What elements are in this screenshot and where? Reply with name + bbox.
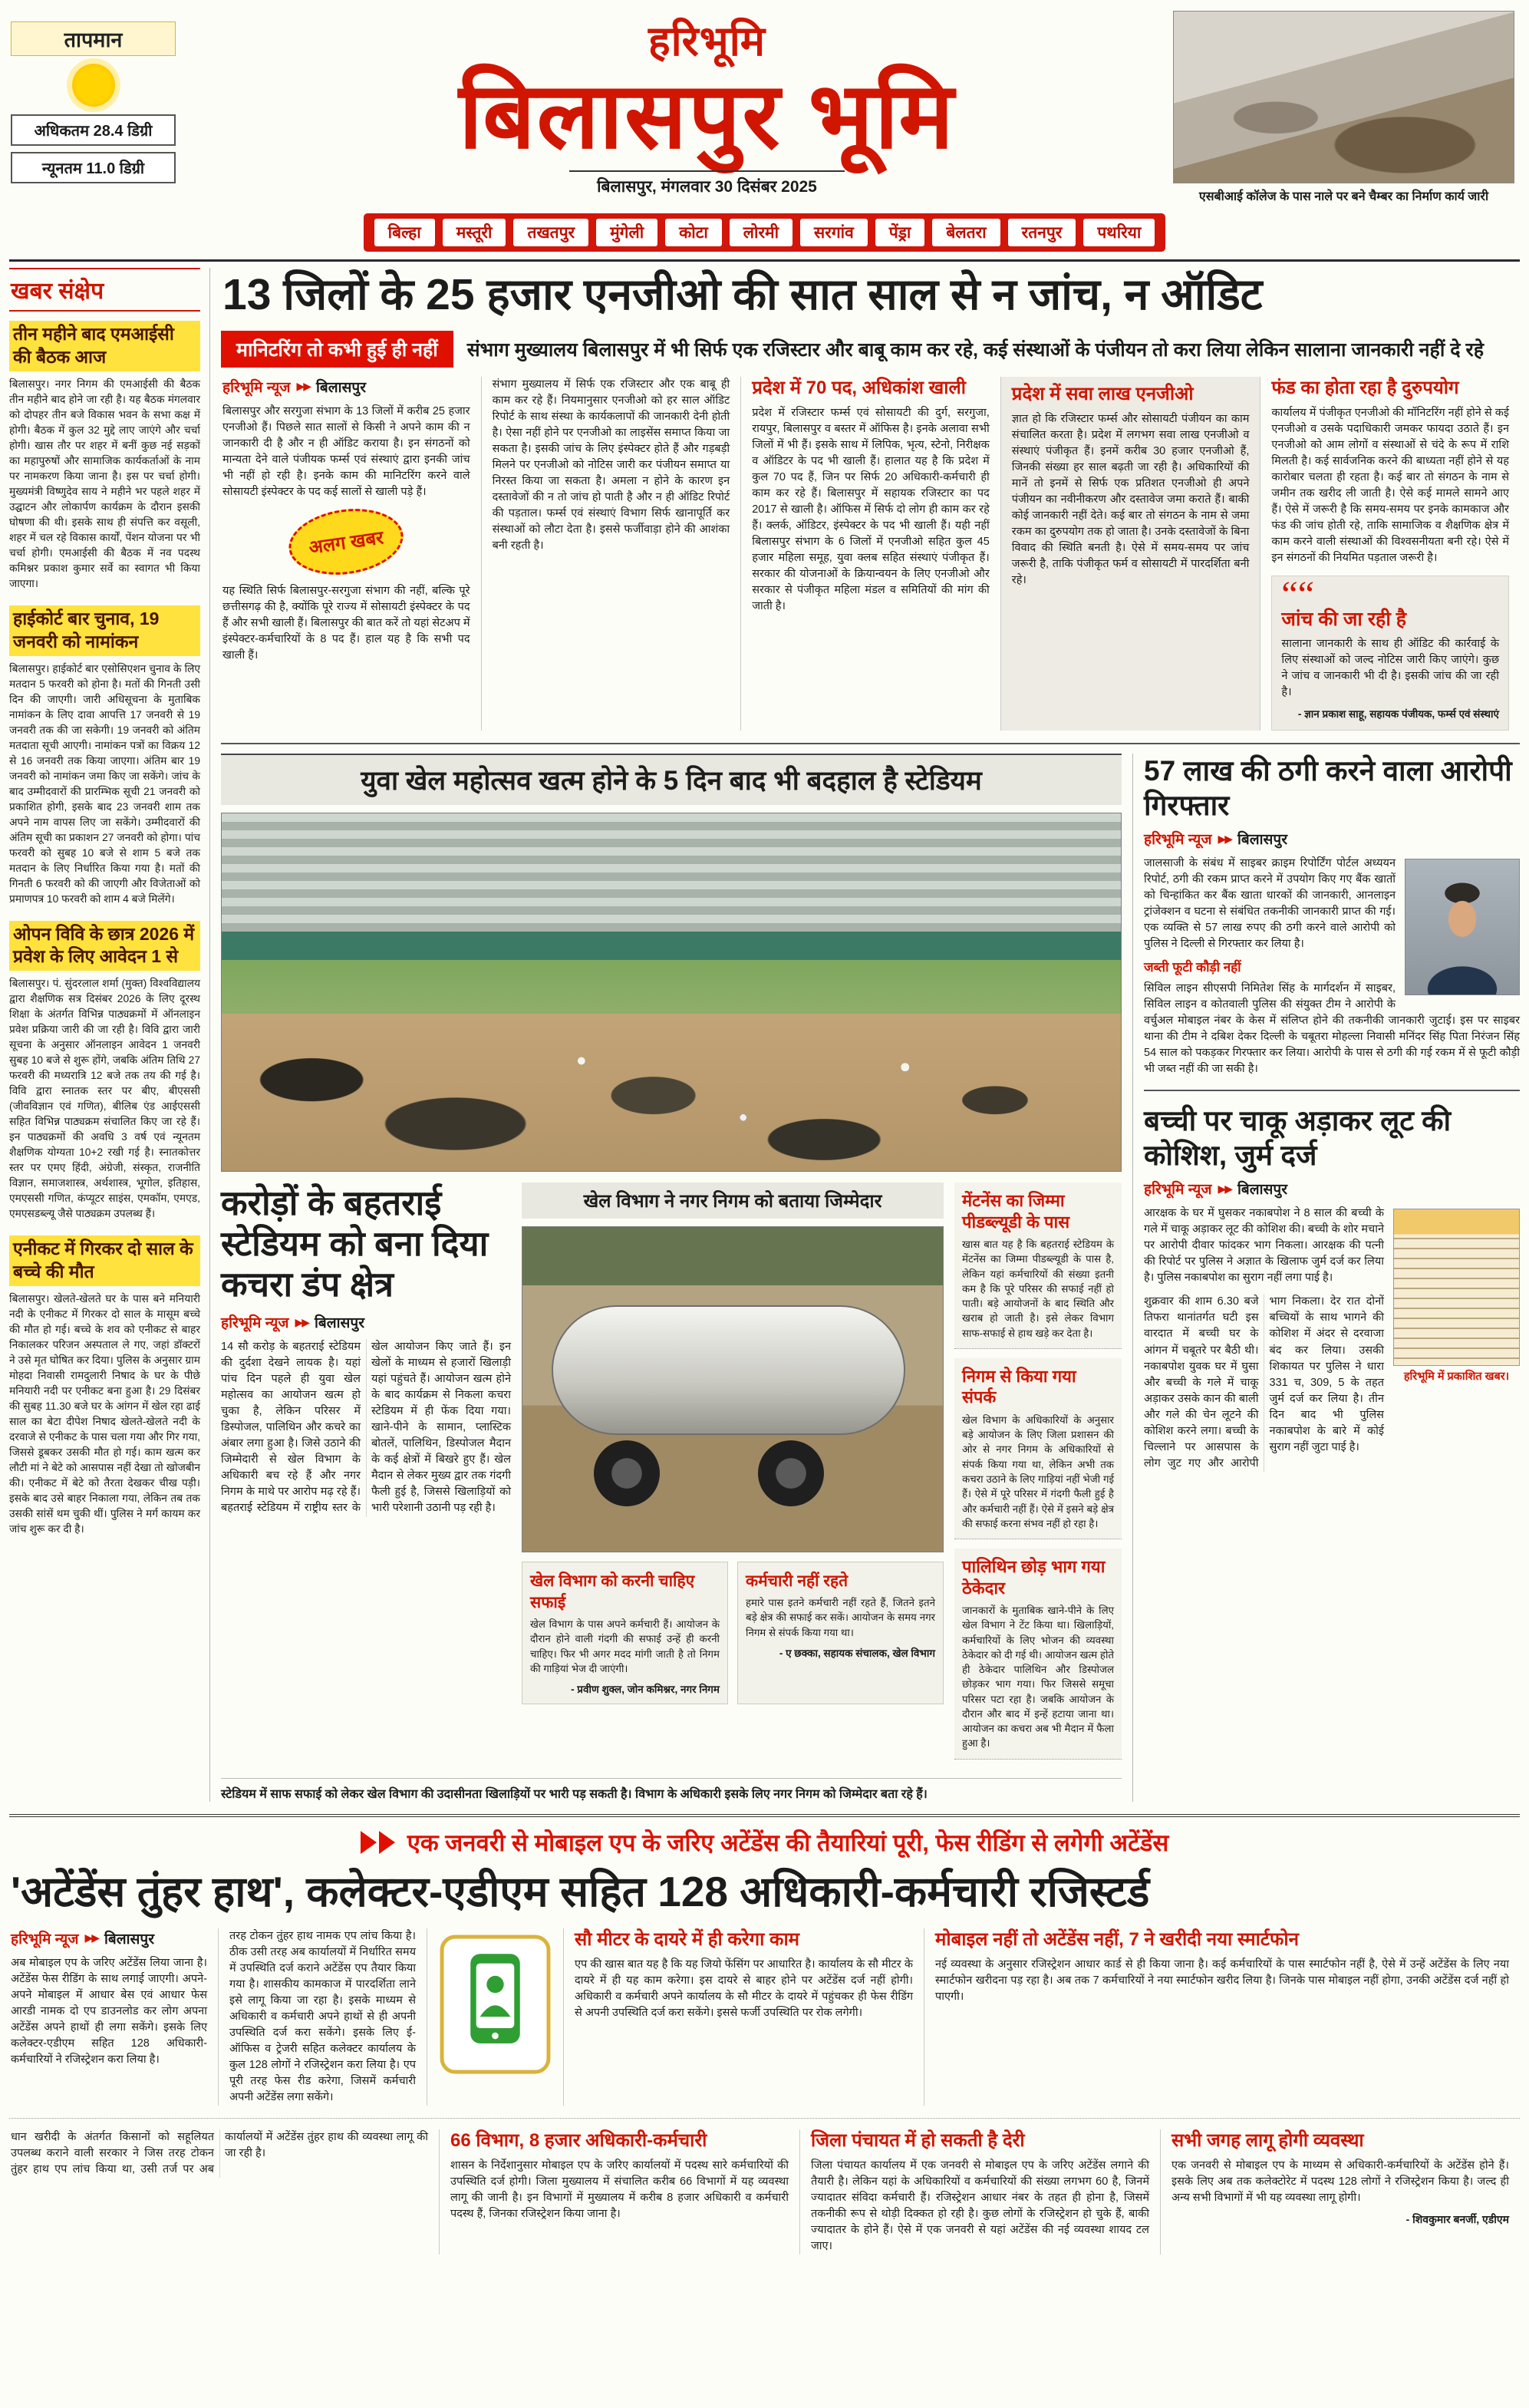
- attendance-app-icon: [438, 1933, 552, 2076]
- stadium-wall: [222, 932, 1121, 960]
- attendance-headline: 'अटेंडेंस तुंहर हाथ', कलेक्टर-एडीएम सहित 128 अधिकारी-कर्मचारी रजिस्टर्ड: [11, 1867, 1150, 1915]
- nav-item-takhatpur[interactable]: तखतपुर: [513, 219, 588, 246]
- briefs-sidebar: [9, 268, 210, 1802]
- attendance-sub1: [563, 1928, 924, 2106]
- column-subhead: फंड का होता रहा है दुरुपयोग: [1271, 377, 1459, 398]
- attendance-col-1: [9, 1928, 218, 2106]
- weather-box: [11, 21, 176, 183]
- stadium-subhead: खेल विभाग ने नगर निगम को बताया जिम्मेदार: [522, 1183, 944, 1219]
- nav-item-masturi[interactable]: मस्तूरी: [443, 219, 506, 246]
- stadium-sideboxes: [954, 1183, 1122, 1769]
- attendance-banner: [9, 1826, 1520, 1859]
- quote-body: सालाना जानकारी के साथ ही ऑडिट की कार्रवाई के लिए संस्थाओं को जल्द नोटिस जारी किए जाएंगे। कुछ ने जांच व जानकारी भी दी है। इसकी जांच की जा रही है।: [1281, 637, 1499, 699]
- top-photo-figure: [1173, 11, 1514, 204]
- attendance-row-2: [9, 2118, 1520, 2255]
- body-grid: [9, 259, 1520, 1802]
- construction-photo: [1173, 11, 1514, 183]
- quote-cards: [522, 1562, 944, 1704]
- quote-card: [737, 1562, 944, 1704]
- brief-body: बिलासपुर। हाईकोर्ट बार एसोसिएशन चुनाव के लिए मतदान 5 फरवरी को होना है। मतों की गिनती उसी दिन की जाएगी। जारी अधिसूचना के मुताबिक नामांकन के लिए दावा आपत्ति 17 जनवरी से 19 जनवरी तक की जा सकेगी। 19 जनवरी को अंतिम मतदाता सूची आएगी। नामांकन पत्रों का विक्रय 12 से 16 जनवरी तक किया जाएगा। अंतिम बार 19 जनवरी को नामांकन जमा किए जा सकेंगे। जांच के बाद उम्मीदवारों की प्रारम्भिक सूची 21 जनवरी को प्रकाशित होगी, इसके बाद 23 जनवरी शाम तक अपने नाम वापस लिए जा सकेंगे। उम्मीदवारों की अंतिम सूची का प्रकाशन 27 जनवरी को होगा। पांच फरवरी को सुबह 10 बजे से शाम 5 बजे तक मतदान के लिए निर्धारित किया गया है। मतों की गिनती 6 फरवरी को की जाएगी और विजेताओं को प्रमाणपत्र 10 फरवरी को शाम 4 बजे मिलेंगे।: [9, 662, 200, 905]
- lead-col-1: [221, 377, 481, 731]
- knife-body: शुक्रवार की शाम 6.30 बजे तिफरा थानांतर्गत घटी इस वारदात में बच्ची घर के आंगन में चबूतरे पर बैठी थी। नकाबपोश युवक घर में घुसा और बच्ची के गले में चाकू अड़ाकर उसके कान की बाली और गले की चेन लूटने की कोशिश करने लगा। बच्ची के चिल्लाने पर आसपास के लोग जुट गए और आरोपी भाग निकला। देर रात दोनों बच्चियों के साथ भागने की कोशिश में अंदर से दरवाजा बंद कर लिया। उसकी शिकायत पर पुलिस ने धारा 331 च, 309, 5 के तहत जुर्म दर्ज कर लिया है। तीन दिन बाद भी पुलिस नकाबपोश के बारे में कोई सुराग नहीं जुटा पाई है।: [1144, 1295, 1384, 1470]
- quote-body: हमारे पास इतने कर्मचारी नहीं रहते हैं, जितने इतने बड़े क्षेत्र की सफाई कर सकें। आयोजन के समय नगर निगम से संपर्क किया गया था।: [746, 1597, 935, 1638]
- sun-icon: [72, 64, 115, 107]
- alag-khabar-badge: अलग खबर: [285, 502, 407, 582]
- brief-body: बिलासपुर। पं. सुंदरलाल शर्मा (मुक्त) विश्वविद्यालय द्वारा शैक्षणिक सत्र दिसंबर 2026 के लिए दूरस्थ शिक्षा के अंतर्गत विभिन्न पाठ्यक्रमों में ऑनलाइन प्रवेश प्रक्रिया जारी की जा रही है। विवि द्वारा जारी सूचना के अनुसार ऑनलाइन आवेदन 1 जनवरी सुबह 10 बजे से शुरू होंगे, जबकि अंतिम तिथि 27 फरवरी की मध्यरात्रि 12 बजे तक तय की गई है। विवि द्वारा स्नातक स्तर पर बीए, बीएससी (जीवविज्ञान एवं गणित), बीलिब एंड आईएससी सहित विभिन्न पाठ्यक्रम संचालित किए जा रहे हैं। इन पाठ्यक्रमों की अवधि 3 वर्ष एवं न्यूनतम शैक्षणिक योग्यता 10+2 रखी गई है। स्नातकोत्तर स्तर पर एमए हिंदी, अंग्रेजी, संस्कृत, राजनीति विज्ञान, समाजशास्त्र, अर्थशास्त्र, भूगोल, इतिहास, एमएससी गणित, कंप्यूटर साइंस, एमकॉम, एमएड, एमएसडब्ल्यू जैसे पाठ्यक्रम उपलब्ध हैं।: [9, 978, 200, 1220]
- nav-item-pathariya[interactable]: पथरिया: [1083, 219, 1155, 246]
- side-box-title: पालिथिन छोड़ भाग गया ठेकेदार: [962, 1557, 1106, 1598]
- knife-body: आरक्षक के घर में घुसकर नकाबपोश ने 8 साल की बच्ची के गले में चाकू अड़ाकर लूट की कोशिश की। बच्ची के शोर मचाने पर आरोपी दीवार फांदकर भाग निकला। आरक्षक की पत्नी की रिपोर्ट पर पुलिस ने अज्ञात के खिलाफ जुर्म दर्ज कर लिया है। पुलिस नकाबपोश का सुराग नहीं लगा पाई है।: [1144, 1207, 1384, 1285]
- lead-deck: संभाग मुख्यालय बिलासपुर में भी सिर्फ एक रजिस्टार और बाबू काम कर रहे, कई संस्थाओं के पंजीयन तो करा लिया लेकिन सालाना जानकारी नहीं दे रहे: [466, 338, 1484, 361]
- kicker-badge: मानिटरिंग तो कभी हुई ही नहीं: [221, 331, 453, 368]
- fraud-story: [1144, 754, 1520, 1077]
- quote-attribution: - ए छक्का, सहायक संचालक, खेल विभाग: [779, 1647, 935, 1659]
- byline-agency: हरिभूमि न्यूज: [222, 379, 291, 396]
- dateline: बिलासपुर, मंगलवार 30 दिसंबर 2025: [569, 170, 845, 197]
- quote-box: [1271, 573, 1509, 731]
- attendance-sub2: [924, 1928, 1520, 2106]
- byline: [1144, 1179, 1520, 1199]
- clipping-figure: [1393, 1209, 1520, 1385]
- stadium-middle-column: [522, 1183, 944, 1769]
- lead-col-4: [1000, 377, 1260, 731]
- quote-attribution: - ज्ञान प्रकाश साहू, सहायक पंजीयक, फर्म्स एवं संस्थाएं: [1297, 708, 1499, 721]
- fraud-headline: 57 लाख की ठगी करने वाला आरोपी गिरफ्तार: [1144, 755, 1512, 822]
- attendance-body: नई व्यवस्था के अनुसार रजिस्ट्रेशन आधार कार्ड से ही किया जाना है। कई कर्मचारियों के पास स्मार्टफोन नहीं है, ऐसे में उन्हें अटेंडेंस के लिए नया स्मार्टफोन खरीदना पड़ रहा है। अब तक 7 कर्मचारियों ने नया स्मार्टफोन खरीद लिया है। जिनके पास मोबाइल नहीं होगा, उनकी अटेंडेंस दर्ज नहीं हो पाएगी।: [935, 1958, 1509, 2003]
- brief-headline: तीन महीने बाद एमआईसी की बैठक आज: [9, 321, 200, 371]
- side-box: [954, 1183, 1122, 1349]
- side-box-title: निगम से किया गया संपर्क: [962, 1366, 1076, 1407]
- byline-agency: हरिभूमि न्यूज: [1144, 1182, 1212, 1199]
- side-box: [954, 1549, 1122, 1760]
- brief-item: [9, 605, 200, 907]
- fraud-body: सिविल लाइन सीएसपी निमितेश सिंह के मार्गदर्शन में साइबर, सिविल लाइन व कोतवाली पुलिस की संयुक्त टीम ने आरोपी के वर्चुअल मोबाइल नंबर के केस में संलिप्त होने की तकनीकी जानकारी जुटाई। इस पर साइबर थाना की टीम ने दबिश देकर दिल्ली के चबूतरा मोहल्ला निवासी मनिंदर सिंह पिता निरंजन सिंह 54 साल को पकड़कर गिरफ्तार कर लिया। आरोपी के पास से ठगी की गई रकम में से फूटी कौड़ी भी जब्त नहीं की जा सकी है।: [1144, 982, 1520, 1076]
- column-subhead: सौ मीटर के दायरे में ही करेगा काम: [575, 1928, 800, 1950]
- attendance-banner-text: एक जनवरी से मोबाइल एप के जरिए अटेंडेंस की तैयारियां पूरी, फेस रीडिंग से लगेगी अटेंडेंस: [407, 1829, 1169, 1856]
- attendance-body: एप की खास बात यह है कि यह जियो फेंसिंग पर आधारित है। कार्यालय के सौ मीटर के दायरे में ही यह काम करेगा। इस दायरे से बाहर होने पर अटेंडेंस दर्ज नहीं होगी। अधिकारी व कर्मचारी अपने कार्यालय के सौ मीटर के दायरे में पहुंचकर ही फेस रीडिंग से अपनी उपस्थिति दर्ज करा सकेंगे। इससे फर्जी उपस्थिति पर रोक लगेगी।: [575, 1958, 913, 2019]
- stadium-left-column: [221, 1183, 511, 1769]
- lead-col-3: [740, 377, 1000, 731]
- tanker-body: [552, 1305, 905, 1435]
- lead-body: ज्ञात हो कि रजिस्टार फर्म्स और सोसायटी पंजीयन का काम संचालित करता है। प्रदेश में लगभग सवा लाख एनजीओ व संस्थाएं पंजीकृत हैं। इनमें करीब 30 हजार एनजीओ हैं, जिनकी संख्या हर साल बढ़ती जा रही है। अधिकारियों की मानें तो इनमें से सिर्फ एक प्रतिशत एनजीओ ही अपने पंजीयन का नवीनीकरण और दस्तावेज जमा कराते हैं। बाकी कोई जानकारी नहीं देते। कई बार तो संगठन के नाम से जमा रकम का दुरुपयोग तक हो जाता है। उनके दस्तावेजों के बिना विवाद की स्थिति बनती है। ऐसे में समय-समय पर जांच जरूरी है, ताकि पंजीकृत फर्म व सोसायटी में पारदर्शिता बनी रहे।: [1011, 412, 1250, 586]
- column-subhead: मोबाइल नहीं तो अटेंडेंस नहीं, 7 ने खरीदी नया स्मार्टफोन: [935, 1928, 1299, 1950]
- newspaper-clipping-photo: [1393, 1209, 1520, 1366]
- brief-item: [9, 321, 200, 592]
- stadium-headline: करोड़ों के बहतराई स्टेडियम को बना दिया कचरा डंप क्षेत्र: [221, 1183, 489, 1305]
- tanker-wheel: [758, 1440, 824, 1506]
- lead-headline: 13 जिलों के 25 हजार एनजीओ की सात साल से न जांच, न ऑडिट: [222, 270, 1263, 319]
- tanker-photo: [522, 1226, 944, 1552]
- brand-title: बिलासपुर भूमि: [459, 64, 955, 167]
- masthead: [9, 6, 1520, 207]
- byline-city: बिलासपुर: [315, 379, 366, 396]
- column-subhead: प्रदेश में सवा लाख एनजीओ: [1011, 383, 1194, 404]
- stadium-garbage-ground: [222, 1014, 1121, 1171]
- nav-item-bilha[interactable]: बिल्हा: [374, 219, 435, 246]
- nav-item-lormi[interactable]: लोरमी: [730, 219, 793, 246]
- attendance-body: शासन के निर्देशानुसार मोबाइल एप के जरिए कार्यालयों में पदस्थ सारे कर्मचारियों की उपस्थिति दर्ज होगी। जिला मुख्यालय में संचालित करीब 66 विभागों में यह व्यवस्था लागू की जानी है। इन विभागों में मुख्यालय में करीब 8 हजार अधिकारी व कर्मचारी पदस्थ हैं, जिनका रजिस्ट्रेशन किया जाना है।: [450, 2159, 789, 2221]
- stadium-story: [221, 754, 1122, 1802]
- quote-icon: ““: [1281, 573, 1314, 615]
- nav-item-ratanpur[interactable]: रतनपुर: [1008, 219, 1076, 246]
- nav-item-sargaon[interactable]: सरगांव: [800, 219, 868, 246]
- brief-headline: ओपन विवि के छात्र 2026 में प्रवेश के लिए आवेदन 1 से: [9, 921, 200, 971]
- quote-attribution: - प्रवीण शुक्ल, जोन कमिश्नर, नगर निगम: [571, 1684, 720, 1696]
- brand-block: [253, 11, 1161, 197]
- lead-col-5: [1260, 377, 1520, 731]
- quote-title: कर्मचारी नहीं रहते: [746, 1572, 849, 1591]
- lead-body: कार्यालय में पंजीकृत एनजीओ की मॉनिटरिंग नहीं होने से कई एनजीओ व उसके पदाधिकारी जमकर फायदा उठाते हैं। इन एनजीओ को आम लोगों व संस्थाओं से चंदे के रूप में राशि मिलती है। कई सार्वजनिक करने की बाध्यता नहीं होने से यह कारोबार चलता ही रहता है। कई बार तो संगठन के नाम से जमीन तक खरीद ली जाती है। ऐसे कई मामले सामने आए हैं। ऐसे में जरूरी है कि समय-समय पर इनके कामकाज और फंड की जांच होती रहे, ताकि सामाजिक व शैक्षणिक क्षेत्र में काम करने वाली संस्थाओं की विश्वसनीयता बनी रहे। ऐसे में इन संगठनों की नियमित पड़ताल जरूरी है।: [1271, 406, 1509, 564]
- quote-body: खेल विभाग के पास अपने कर्मचारी हैं। आयोजन के दौरान होने वाली गंदगी की सफाई उन्हें ही करनी चाहिए। फिर भी अगर मदद मांगी जाती है तो निगम की गाड़ियां भेज दी जाएंगी।: [530, 1618, 720, 1674]
- byline-city: बिलासपुर: [104, 1931, 154, 1948]
- byline: [1144, 829, 1520, 849]
- knife-story: [1144, 1103, 1520, 1472]
- attendance-body: एक जनवरी से मोबाइल एप के माध्यम से अधिकारी-कर्मचारियों के अटेंडेंस होने हैं। इसके लिए अब तक कलेक्टोरेट में पदस्थ 128 लोगों ने रजिस्ट्रेशन किया है। जल्द ही अन्य सभी विभागों में भी यह व्यवस्था लागू होगी।: [1171, 2159, 1509, 2205]
- clipping-caption: हरिभूमि में प्रकाशित खबर।: [1403, 1371, 1510, 1384]
- stadium-note: स्टेडियम में साफ सफाई को लेकर खेल विभाग की उदासीनता खिलाड़ियों पर भारी पड़ सकती है। विभाग के अधिकारी इसके लिए नगर निगम को जिम्मेदार बता रहे हैं।: [221, 1778, 1122, 1802]
- weather-min: न्यूनतम 11.0 डिग्री: [11, 152, 176, 183]
- attendance-sub3: [439, 2129, 799, 2255]
- byline-arrows-icon: ▶▶: [295, 1315, 308, 1328]
- main-well: [221, 268, 1520, 1802]
- attendance-body: अब मोबाइल एप के जरिए अटेंडेंस लिया जाना है। अटेंडेंस फेस रीडिंग के साथ लगाई जाएगी। अपने-अपने मोबाइल में आधार बेस एवं आधार फेस आरडी नामक दो एप डाउनलोड कर लोग अपना अटेंडेंस अपने हाथों ही लगा सकेंगे। इसके लिए कलेक्टर-एडीएम सहित 128 अधिकारी-कर्मचारियों ने रजिस्ट्रेशन करा लिया है।: [11, 1956, 207, 2067]
- byline-arrows-icon: ▶▶: [296, 380, 310, 393]
- district-nav: [364, 213, 1166, 252]
- side-box: [954, 1358, 1122, 1539]
- byline: [222, 377, 470, 397]
- column-subhead: 66 विभाग, 8 हजार अधिकारी-कर्मचारी: [450, 2130, 707, 2152]
- right-rail: [1132, 754, 1520, 1802]
- lead-col-2: [481, 377, 741, 731]
- byline-arrows-icon: ▶▶: [84, 1931, 98, 1945]
- suspect-photo: [1405, 859, 1520, 995]
- byline-agency: हरिभूमि न्यूज: [11, 1931, 79, 1948]
- fraud-sublabel: जब्ती फूटी कौड़ी नहीं: [1144, 960, 1241, 975]
- byline-agency: हरिभूमि न्यूज: [221, 1315, 289, 1332]
- brief-headline: एनीकट में गिरकर दो साल के बच्चे की मौत: [9, 1235, 200, 1286]
- stadium-strip-headline: युवा खेल महोत्सव खत्म होने के 5 दिन बाद भी बदहाल है स्टेडियम: [221, 754, 1122, 805]
- attendance-col-continuation: [9, 2129, 439, 2255]
- quote-title: खेल विभाग को करनी चाहिए सफाई: [530, 1572, 695, 1612]
- brief-headline: हाईकोर्ट बार चुनाव, 19 जनवरी को नामांकन: [9, 605, 200, 656]
- attendance-body: जिला पंचायत कार्यालय में एक जनवरी से मोबाइल एप के जरिए अटेंडेंस लगाने की तैयारी है। लेकिन यहां के अधिकारियों व कर्मचारियों की संख्या लगभग 60 है, जिनमें ज्यादातर संविदा कर्मचारी हैं। रजिस्ट्रेशन आधार नंबर के तहत ही होना है, जिसमें तकनीकी रूप से थोड़ी दिक्कत हो रही है। कुछ लोगों के रजिस्ट्रेशन हो चुके हैं, बाकी ज्यादातर के होने हैं। ऐसे में एक जनवरी से यहां अटेंडेंस की नई व्यवस्था शायद टल जाए।: [811, 2159, 1149, 2253]
- byline: [221, 1312, 511, 1332]
- lead-story: [221, 268, 1520, 744]
- brand-logo: हरिभूमि: [648, 18, 766, 64]
- attendance-row-1: [9, 1928, 1520, 2106]
- weather-title: तापमान: [11, 21, 176, 56]
- brief-item: [9, 921, 200, 1222]
- attendance-sub4: [799, 2129, 1160, 2255]
- brief-item: [9, 1235, 200, 1537]
- stadium-grid: [221, 1183, 1122, 1769]
- lead-body: बिलासपुर और सरगुजा संभाग के 13 जिलों में करीब 25 हजार एनजीओ हैं। पिछले सात सालों से किसी ने अपने काम की न जानकारी दी है और न ही ऑडिट कराया है। इन संगठनों को मान्यता देने वाले पंजीयक फर्म्स एवं संस्थाएं द्वारा इनकी जांच भी नहीं हो रही है। इनके काम की मानिटरिंग करने वाले सोसायटी इंस्पेक्टर के पद कई सालों से खाली पड़े हैं।: [222, 404, 470, 498]
- side-box-body: जानकारों के मुताबिक खाने-पीने के लिए खेल विभाग ने टेंट किया था। खिलाड़ियों, कर्मचारियों के लिए भोजन की व्यवस्था ठेकेदार को दी गई थी। आयोजन खत्म होते ही ठेकेदार पालिथिन और डिस्पोजल छोड़कर भाग गया। फिर जिससे समूचा परिसर पटा रहा है। जबकि आयोजन के दौरान और बाद में इन्हें हटाया जाना था। आयोजन का कचरा अब भी मैदान में फैला हुआ है।: [962, 1605, 1114, 1750]
- lead-body: यह स्थिति सिर्फ बिलासपुर-सरगुजा संभाग की नहीं, बल्कि पूरे छत्तीसगढ़ की है, क्योंकि पूरे राज्य में सोसायटी इंस्पेक्टर के पद हैं और सभी खाली हैं। बिलासपुर की बात करें तो यहां सेटअप में इंस्पेक्टर-कर्मचारियों के 8 पद हैं। हाल यह है कि सभी पद खाली हैं।: [222, 584, 470, 661]
- lead-kicker-row: [221, 331, 1520, 368]
- attendance-sub5: [1160, 2129, 1520, 2255]
- stadium-garbage-photo: [221, 813, 1122, 1172]
- byline-arrows-icon: ▶▶: [1218, 832, 1231, 845]
- column-subhead: जिला पंचायत में हो सकती है देरी: [811, 2130, 1025, 2152]
- byline-city: बिलासपुर: [1237, 1182, 1287, 1199]
- weather-max: अधिकतम 28.4 डिग्री: [11, 114, 176, 146]
- attendance-story: [9, 1814, 1520, 2255]
- lead-columns: [221, 377, 1520, 744]
- nav-item-pendra[interactable]: पेंड्रा: [875, 219, 925, 246]
- attendance-col-2: [218, 1928, 427, 2106]
- attribution: - शिवकुमार बनर्जी, एडीएम: [1405, 2213, 1509, 2226]
- side-box-body: खेल विभाग के अधिकारियों के अनुसार बड़े आयोजन के लिए जिला प्रशासन की ओर से नगर निगम के अधिकारियों से संपर्क किया गया था, लेकिन अभी तक कचरा उठाने के लिए गाड़ियां नहीं भेजी गई हैं। ऐसे में पूरे परिसर में गंदगी फैली हुई है और कर्मचारी नहीं हैं। ऐसे में इसने बड़े क्षेत्र की सफाई करना संभव नहीं हो रहा है।: [962, 1413, 1114, 1529]
- attendance-app-figure: [427, 1928, 563, 2106]
- stadium-body: 14 सौ करोड़ के बहतराई स्टेडियम की दुर्दशा देखने लायक है। यहां पांच दिन पहले ही युवा खेल महोत्सव का आयोजन खत्म हो चुका है, लेकिन परिसर में डिस्पोजल, पालिथिन और कचरे का अंबार लगा हुआ है। जिसे उठाने की जिम्मेदारी से खेल विभाग के अधिकारी बच रहे हैं और नगर निगम के माथे पर आरोप मढ़ रहे हैं। बहतराई स्टेडियम में राष्ट्रीय स्तर के खेल आयोजन किए जाते हैं। इन खेलों के माध्यम से हजारों खिलाड़ी यहां पहुंचते हैं। आयोजन खत्म होने के बाद कार्यक्रम से निकला कचरा स्टेडियम में ही फेंक दिया गया। खाने-पीने के सामान, प्लास्टिक बोतलें, पालिथिन, डिस्पोजल मैदान के कई क्षेत्रों में बिखरे हुए हैं। खेल मैदान से लेकर मुख्य द्वार तक गंदगी फैली हुई है, जिससे खिलाड़ियों को भारी परेशानी उठानी पड़ रही है।: [221, 1341, 511, 1515]
- column-subhead: प्रदेश में 70 पद, अधिकांश खाली: [752, 377, 966, 398]
- nav-item-kota[interactable]: कोटा: [665, 219, 722, 246]
- side-box-title: मेंटनेंस का जिम्मा पीडब्ल्यूडी के पास: [962, 1191, 1070, 1232]
- byline: [11, 1928, 207, 1948]
- suspect-photo-figure: [1405, 859, 1520, 995]
- quote-card: [522, 1562, 728, 1704]
- brief-body: बिलासपुर। नगर निगम की एमआईसी की बैठक तीन महीने बाद होने जा रही है। यह बैठक मंगलवार को दोपहर तीन बजे विकास भवन के सभा कक्ष में होगी। बैठक में कुल 32 मुद्दे लाए जाएंगे और चर्चा होगी। खास तौर पर शहर में बनीं कुछ नई सड़कों का महापुरुषों और सामाजिक कार्यकर्ताओं के नाम पर नामकरण किया जाना है। इस पर चर्चा होगी। मुख्यमंत्री विष्णुदेव साय ने महीने भर पहले शहर में उद्घाटन और लोकार्पण कार्यक्रम के दौरान इसकी घोषणा की थी। इसके साथ ही संपत्ति कर वसूली, शहर में चल रहे विकास कार्यों, पेंशन योजना पर भी चर्चा होगी। एमआईसी की बैठक में नव पदस्थ कमिश्नर प्रकाश कुमार सर्वे का स्वागत भी किया जाएगा।: [9, 378, 200, 589]
- byline-city: बिलासपुर: [314, 1315, 364, 1332]
- byline-city: बिलासपुर: [1237, 832, 1287, 849]
- stadium-grass: [222, 960, 1121, 1014]
- byline-agency: हरिभूमि न्यूज: [1144, 832, 1212, 849]
- knife-headline: बच्ची पर चाकू अड़ाकर लूट की कोशिश, जुर्म दर्ज: [1144, 1105, 1452, 1172]
- story-divider: [1144, 1090, 1520, 1091]
- stadium-stands: [222, 813, 1121, 932]
- briefs-section-title: खबर संक्षेप: [9, 268, 200, 312]
- brief-body: बिलासपुर। खेलते-खेलते घर के पास बने मनियारी नदी के एनीकट में गिरकर दो साल के मासूम बच्चे की मौत हो गई। बच्चे के शव को एनीकट से बाहर निकालकर परिजन अस्पताल ले गए, जहां डॉक्टरों ने उसे मृत घोषित कर दिया। पुलिस के अनुसार ग्राम मोहदा निवासी रामदुलारी निषाद के घर के पीछे मनियारी नदी पर एनीकट बना हुआ है। 29 दिसंबर की सुबह 11.30 बजे घर के आंगन में खेल रहा ढाई साल का बेटा दीपेश निषाद खेलते-खेलते नदी के दरवाजे से एनीकट के पास चला गया और गिर गया, जिससे डूबकर उसकी मौत हो गई। काम खत्म कर लौटी मां ने बेटे को आसपास नहीं देखा तो खोजबीन की। एनीकट में बेटे को तैरता देखकर चीख पड़ी। इसके बाद उसे बाहर निकाला गया, लेकिन तब तक उसकी सांसें थम चुकी थीं। पुलिस ने मर्ग कायम कर जांच शुरू कर दी है।: [9, 1293, 200, 1536]
- nav-item-beltara[interactable]: बेलतरा: [932, 219, 1000, 246]
- column-subhead: सभी जगह लागू होगी व्यवस्था: [1171, 2130, 1364, 2152]
- quote-title: जांच की जा रही है: [1281, 608, 1407, 630]
- middle-zone: [221, 754, 1520, 1802]
- lead-body: संभाग मुख्यालय में सिर्फ एक रजिस्टार और एक बाबू ही काम कर रहे हैं। नियमानुसार एनजीओ को हर साल ऑडिट रिपोर्ट के साथ संस्था के कार्यकलापों की जानकारी देनी होती है। ऐसा नहीं होने पर एनजीओ का लाइसेंस समाप्त किया जा सकता है। इसकी जांच के लिए इंस्पेक्टर होते हैं और गड़बड़ी मिलने पर एनजीओ को नोटिस जारी कर पंजीयन समाप्त या निरस्त किया जा सकता है। अमला न होने के कारण इन दस्तावेजों की न तो जांच हो पाती है और न ही ऑडिट रिपोर्ट की पड़ताल। फर्म्स एवं संस्थाएं विभाग सिर्फ खानापूर्ति कर संस्थाओं को लौटा देता है। इससे फर्जीवाड़ा होने की आशंका बनी रहती है।: [492, 378, 730, 552]
- byline-arrows-icon: ▶▶: [1218, 1182, 1231, 1195]
- lead-body: प्रदेश में रजिस्टार फर्म्स एवं सोसायटी की दुर्ग, सरगुजा, रायपुर, बिलासपुर व बस्तर में ऑफिस है। इनके अलावा सभी जिलों में भी हैं। इसके साथ में लिपिक, भृत्य, स्टेनो, निरीक्षक व ऑडिटर के पद भी खाली हैं। हालात यह है कि प्रदेश में कुल 70 पद हैं, जिन पर सिर्फ 20 अधिकारी-कर्मचारी ही काम कर रहे हैं। बिलासपुर में सहायक रजिस्टार का पद 2017 से खाली है। ऑफिस में सिर्फ दो लोग ही काम कर रहे हैं। क्लर्क, ऑडिटर, इंस्पेक्टर के पद भी खाली हैं। यही नहीं बिलासपुर संभाग के 6 जिलों में एनजीओ सहित कुल 45 हजार महिला समूह, युवा क्लब सहित संस्थाएं पंजीकृत हैं। सरकार की योजनाओं के क्रियान्वयन के लिए एनजीओ और सरकार से पंजीकृत महिला मंडल व समितियों की मांग की जाती है।: [752, 406, 990, 613]
- attendance-body: तरह टोकन तुंहर हाथ नामक एप लांच किया है। ठीक उसी तरह अब कार्यालयों में निर्धारित समय में उपस्थिति दर्ज कराने अटेंडेंस एप तैयार किया गया है। शासकीय कामकाज में पारदर्शिता लाने इसे लागू किया जा रहा है। इसके माध्यम से अधिकारी व कर्मचारी अपने हाथों से ही अपनी उपस्थिति दर्ज करा सकेंगे। इसके लिए ई-ऑफिस व ट्रेजरी सहित कलेक्टर कार्यालय के कुल 128 लोगों ने रजिस्ट्रेशन करा लिया है। एप पूरी तरह फेस रीड करेगा, जिसमें कर्मचारी अपनी अटेंडेंस लगा सकेंगे।: [229, 1929, 416, 2104]
- fraud-body: जालसाजी के संबंध में साइबर क्राइम रिपोर्टिंग पोर्टल अध्ययन रिपोर्ट, ठगी की रकम प्राप्त करने में उपयोग किए गए बैंक खातों को चिन्हांकित कर बैंक खाता धारकों की जानकारी, आनलाइन ट्रांजेक्शन व घटना से संबंधित तकनीकी जानकारी प्राप्त की गई। एक व्यक्ति से 57 लाख रुपए की ठगी करने वाले आरोपी को पुलिस ने दिल्ली से गिरफ्तार कर लिया है।: [1144, 857, 1396, 951]
- top-photo-caption: एसबीआई कॉलेज के पास नाले पर बने चैम्बर का निर्माण कार्य जारी: [1198, 190, 1489, 203]
- side-box-body: खास बात यह है कि बहतराई स्टेडियम के मेंटनेंस का जिम्मा पीडब्ल्यूडी के पास है, लेकिन यहां कर्मचारियों की संख्या इतनी कम है कि पूरे परिसर की सफाई नहीं हो पाती। बड़े आयोजनों के बाद स्थिति और खराब हो जाती है। इसे लेकर विभाग साफ-सफाई से हाथ खड़े कर देता है।: [962, 1239, 1114, 1339]
- tanker-wheel: [594, 1440, 660, 1506]
- fraud-body-block: [1144, 856, 1520, 1077]
- chevrons-icon: [361, 1831, 395, 1854]
- nav-item-mungeli[interactable]: मुंगेली: [596, 219, 657, 246]
- attendance-body: धान खरीदी के अंतर्गत किसानों को सहूलियत उपलब्ध कराने वाली सरकार ने जिस तरह टोकन तुंहर हाथ एप लांच किया था, उसी तर्ज पर अब कार्यालयों में अटेंडेंस तुंहर हाथ की व्यवस्था लागू की जा रही है।: [11, 2131, 428, 2176]
